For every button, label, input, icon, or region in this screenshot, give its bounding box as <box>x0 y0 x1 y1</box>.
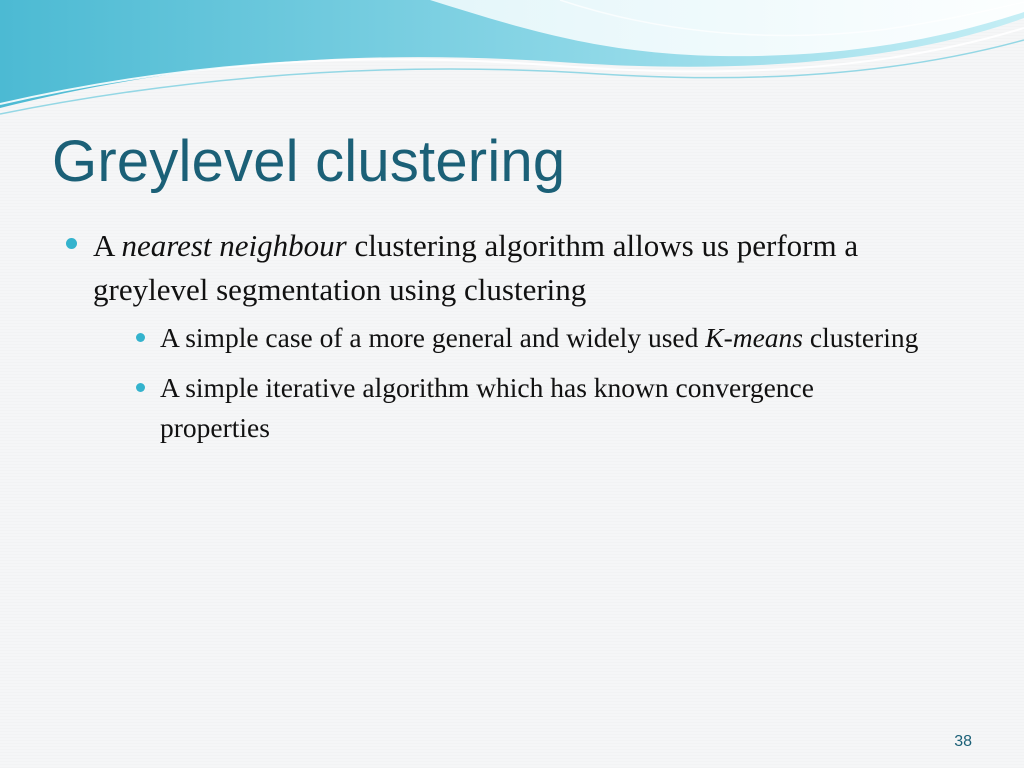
sub-bullet-text <box>133 368 926 448</box>
bullet-list <box>66 224 926 458</box>
bullet-dot-icon <box>66 238 77 249</box>
sub-bullet-text-post: clustering <box>803 322 919 353</box>
sub-bullet-text-pre: A simple iterative algorithm which has known convergence properties <box>160 372 814 443</box>
sub-bullet-list <box>93 318 926 448</box>
bullet-text-post: clustering algorithm allows us perform a greylevel segmentation using clustering <box>93 228 859 307</box>
bullet-item <box>66 224 926 448</box>
sub-bullet-dot-icon <box>136 383 145 392</box>
bullet-text-pre: A <box>93 228 122 263</box>
sub-bullet-text-pre: A simple case of a more general and widely used <box>160 322 706 353</box>
sub-bullet-text-emphasis: K-means <box>705 322 804 353</box>
decorative-wave-header <box>0 0 1024 120</box>
sub-bullet-item <box>93 368 926 448</box>
sub-bullet-item <box>93 318 926 358</box>
bullet-text-emphasis: nearest neighbour <box>121 228 347 263</box>
slide-title: Greylevel clustering <box>52 129 566 194</box>
sub-bullet-dot-icon <box>136 333 145 342</box>
page-number: 38 <box>954 733 972 750</box>
sub-bullet-text <box>133 318 926 358</box>
